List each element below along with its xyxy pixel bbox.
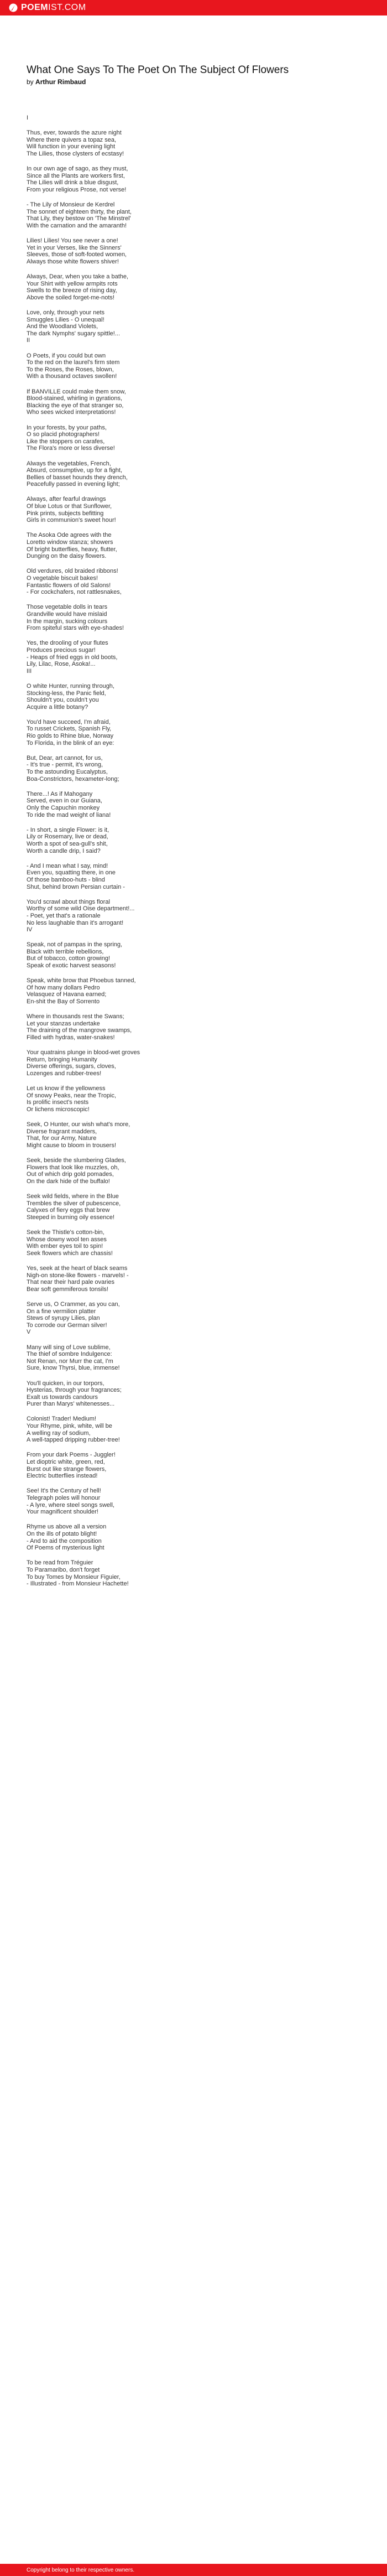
poem-line: - It's true - permit, it's wrong, [27, 761, 103, 769]
poem-line: Serve us, O Crammer, as you can, [27, 1300, 120, 1308]
poem-line: Colonist! Trader! Medium! [27, 1416, 96, 1423]
stanza [27, 1049, 358, 1077]
poem-line: O vegetable biscuit bakes! [27, 575, 98, 582]
poem-line: - For cockchafers, not rattlesnakes, [27, 589, 122, 596]
poem-line: To Florida, in the blink of an eye: [27, 739, 114, 747]
poem-line: You'd scrawl about things floral [27, 898, 110, 905]
stanza [27, 977, 358, 1005]
poem-line: Only the Capuchin monkey [27, 805, 100, 811]
poem-line: There...! As if Mahogany [27, 790, 93, 797]
poem-line: Always the vegetables, French, [27, 460, 111, 467]
poem-line: Boa-Constrictors, hexameter-long; [27, 775, 119, 782]
poem-line: - And I mean what I say, mind! [27, 862, 108, 869]
poem-title: What One Says To The Poet On The Subject Of Flowers [27, 64, 289, 76]
stanza [27, 1452, 358, 1479]
poem-line: Worthy of some wild Oise department!... [27, 905, 135, 913]
stanza [27, 604, 358, 631]
poem-line: Burst out like strange flowers, [27, 1465, 107, 1473]
poem-line: - Heaps of fried eggs in old boots, [27, 654, 118, 661]
poem-line: The Asoka Ode agrees with the [27, 532, 112, 539]
poem-line: - In short, a single Flower: is it, [27, 826, 109, 833]
poem-line: Of those bamboo-huts - blind [27, 876, 105, 883]
poem-line: Worth a candle drip, I said? [27, 847, 101, 854]
poem-line: Peacefully passed in evening light; [27, 481, 120, 488]
poem-line: Always, after fearful drawings [27, 496, 106, 503]
poem-line: And the Woodland Violets, [27, 323, 98, 330]
poem-line: Like the stoppers on carafes, [27, 438, 105, 445]
stanza [27, 1487, 358, 1515]
poem-line: But of tobacco, cotton growing! [27, 955, 111, 962]
poem-line: Let us know if the yellowness [27, 1085, 106, 1092]
poem-line: The sonnet of eighteen thirty, the plant, [27, 208, 132, 215]
poem-line: Steeped in burning oily essence! [27, 1214, 114, 1221]
poem-line: Pink prints, subjects befitting [27, 510, 104, 517]
poem-line: That Lily, they bestow on 'The Minstrel' [27, 215, 131, 222]
poem-line: Yet in your Verses, like the Sinners' [27, 244, 122, 251]
poem-line: Where there quivers a topaz sea, [27, 136, 117, 143]
poem-line: To buy Tomes by Monsieur Figuier, [27, 1573, 121, 1580]
stanza [27, 1301, 358, 1336]
poem-line: To russet Crickets, Spanish Fly, [27, 725, 112, 733]
author-link[interactable]: Arthur Rimbaud [35, 78, 86, 86]
poem-line: Those vegetable dolls in tears [27, 604, 108, 611]
poem-line: In your forests, by your paths, [27, 424, 107, 431]
poem-line: Speak of exotic harvest seasons! [27, 962, 116, 970]
poem-line: Lozenges and rubber-trees! [27, 1070, 102, 1077]
poem-line: Rhyme us above all a version [27, 1523, 107, 1531]
poem-line: Always, Dear, when you take a bathe, [27, 273, 129, 281]
stanza [27, 309, 358, 344]
stanza [27, 1416, 358, 1443]
poem-line: Calyxes of fiery eggs that brew [27, 1207, 110, 1214]
stanza [27, 899, 358, 934]
poem-line: Even you, squatting there, in one [27, 869, 116, 877]
poem-line: You'd have succeed, I'm afraid, [27, 718, 111, 725]
poem-line: Your Shirt with yellow armpits rots [27, 280, 118, 287]
poem-line: With a thousand octaves swollen! [27, 373, 117, 380]
poem-line: To the Roses, the Roses, blown, [27, 366, 114, 373]
poem-line: Many will sing of Love sublime, [27, 1344, 111, 1351]
poem-line: Sleeves, those of soft-footed women, [27, 251, 127, 258]
poem-line: Electric butterflies instead! [27, 1473, 98, 1480]
byline-prefix: by [27, 78, 34, 86]
stanza [27, 640, 358, 675]
stanza [27, 941, 358, 969]
poem-line: Seek flowers which are chassis! [27, 1250, 113, 1257]
poem-line: Stews of syrupy Lilies, plan [27, 1315, 100, 1322]
poem-line: - Illustrated - from Monsieur Hachette! [27, 1580, 129, 1588]
poem-line: Of how many dollars Pedro [27, 984, 100, 991]
poem-line: Worth a spot of sea-gull's shit, [27, 840, 108, 847]
poem-line: A welling ray of sodium, [27, 1429, 91, 1437]
poem-line: Seek, O Hunter, our wish what's more, [27, 1121, 130, 1128]
poem-line: That, for our Army, Nature [27, 1135, 97, 1142]
poem-line: A well-tapped dripping rubber-tree! [27, 1437, 120, 1444]
poem-line: The thief of sombre Indulgence: [27, 1351, 112, 1358]
poem-line: Return, bringing Humanity [27, 1056, 97, 1063]
poem-line: Of Poems of mysterious light [27, 1544, 104, 1552]
poem-line: Fantastic flowers of old Salons! [27, 582, 111, 589]
poem-line: - A lyre, where steel songs swell, [27, 1501, 114, 1509]
poem-line: O Poets, if you could but own [27, 352, 106, 359]
poem-line: O white Hunter, running through, [27, 682, 114, 690]
stanza [27, 1265, 358, 1293]
stanza [27, 353, 358, 380]
poem-line: Seek wild fields, where in the Blue [27, 1193, 119, 1200]
poem-line: Blacking the eye of that stranger so, [27, 402, 124, 409]
poem-line: - Poet, yet that's a rationale [27, 912, 101, 919]
poem-line: Yes, the drooling of your flutes [27, 640, 108, 647]
poem-line: With the carnation and the amaranth! [27, 222, 127, 229]
poem-line: From your religious Prose, not verse! [27, 186, 127, 193]
poem-line: Shouldn't you, couldn't you [27, 697, 99, 704]
stanza [27, 237, 358, 265]
poem-line: To be read from Tréguier [27, 1559, 93, 1567]
stanza [27, 388, 358, 416]
logo-sub: IST.COM [48, 3, 86, 12]
poem-line: Speak, not of pampas in the spring, [27, 941, 123, 948]
poem-line: The dark Nymphs' sugary spittle!... [27, 330, 120, 337]
poem-line: Diverse fragrant madders, [27, 1128, 97, 1135]
poem-line: Who sees wicked interpretations! [27, 409, 116, 416]
poem-line: Stocking-less, the Panic field, [27, 690, 106, 697]
stanza [27, 719, 358, 747]
quill-icon [9, 3, 18, 12]
poem-line: Out of which drip gold pomades, [27, 1171, 114, 1178]
stanza [27, 165, 358, 193]
poem-line: Your magnificent shoulder! [27, 1509, 98, 1516]
poem-line: Girls in communion's sweet hour! [27, 517, 116, 524]
poem-line: Exalt us towards candours [27, 1393, 98, 1401]
poem-line: Your Rhyme, pink, white, will be [27, 1423, 112, 1430]
poem-line: To corrode our German silver! [27, 1321, 107, 1329]
poem-line: Yes, seek at the heart of black seams [27, 1265, 128, 1272]
stanza [27, 460, 358, 488]
poem-line: Dunging on the daisy flowers. [27, 553, 107, 560]
poem-line: Hysterias, through your fragrances; [27, 1387, 122, 1394]
poem-line: Since all the Plants are workers first, [27, 172, 125, 179]
poem-line: You'll quicken, in our torpors, [27, 1380, 104, 1387]
copyright-text: Copyright belong to their respective owners. [27, 2567, 135, 2573]
poem-line: Lilies! Lilies! You see never a one! [27, 237, 118, 245]
stanza [27, 1380, 358, 1408]
poem-line: Shut, behind brown Persian curtain - [27, 883, 125, 890]
poem-line: Of bright butterflies, heavy, flutter, [27, 546, 117, 553]
poem-line: The Lilies, those clysters of ecstasy! [27, 150, 124, 157]
poem-line: Love, only, through your nets [27, 309, 105, 317]
poem-line: Blood-stained, whirling in gyrations, [27, 395, 123, 402]
stanza [27, 532, 358, 559]
poem-line: Of blue Lotus or that Sunflower, [27, 503, 112, 510]
poem-line: From your dark Poems - Juggler! [27, 1452, 116, 1459]
poem-line: With ember eyes toil to spin! [27, 1243, 103, 1250]
poem-line: IV [27, 926, 33, 934]
stanza [27, 273, 358, 301]
stanza [27, 1193, 358, 1221]
poem-line: En-shit the Bay of Sorrento [27, 998, 100, 1005]
poem-line: Bellies of basset hounds they drench, [27, 474, 128, 481]
stanza [27, 863, 358, 890]
poem-line: Acquire a little botany? [27, 703, 88, 711]
poem-line: From spiteful stars with eye-shades! [27, 625, 124, 632]
stanza [27, 683, 358, 711]
poem-body [27, 115, 358, 1588]
stanza [27, 201, 358, 229]
poem-line: On the ills of potato blight! [27, 1530, 97, 1537]
stanza [27, 791, 358, 818]
poem-line: Absurd, consumptive, up for a fight, [27, 467, 123, 474]
poem-line: Lily or Rosemary, live or dead, [27, 833, 108, 841]
poem-line: Lily, Lilac, Rose, Asoka!... [27, 661, 96, 668]
stanza [27, 129, 358, 157]
stanza [27, 115, 358, 122]
poem-line: Flowers that look like muzzles, oh, [27, 1164, 119, 1171]
stanza [27, 1157, 358, 1185]
poem-line: To ride the mad weight of liana! [27, 811, 111, 818]
poem-line: On a fine vermilion platter [27, 1308, 96, 1315]
byline [27, 78, 358, 86]
poem-line: The Lilies will drink a blue disgust, [27, 179, 119, 186]
poem-line: I [27, 115, 29, 121]
poem-line: Let dioptric white, green, red, [27, 1459, 105, 1466]
poem-line: Seek, beside the slumbering Glades, [27, 1157, 126, 1164]
stanza [27, 1013, 358, 1041]
poem-line: Grandville would have mislaid [27, 610, 107, 618]
poem-line: Nigh-on stone-like flowers - marvels! - [27, 1272, 129, 1279]
poem-line: Whose downy wool ten asses [27, 1236, 107, 1243]
poem-line: Telegraph poles will honour [27, 1495, 101, 1501]
poem-line: On the dark hide of the buffalo! [27, 1178, 110, 1185]
poem-line: Will function in your evening light [27, 143, 116, 151]
poem-line: II [27, 337, 30, 344]
poem-line: If BANVILLE could make them snow, [27, 388, 126, 395]
poem-line: That near their hard pale ovaries [27, 1279, 114, 1286]
poem-content [27, 64, 358, 1595]
site-logo[interactable] [9, 0, 86, 15]
poem-line: Thus, ever, towards the azure night [27, 129, 122, 137]
logo-text [21, 3, 86, 13]
poem-line: See! It's the Century of hell! [27, 1487, 101, 1495]
poem-line: Black with terrible rebellions, [27, 948, 104, 955]
stanza [27, 1523, 358, 1551]
poem-line: Sure, know Thyrsi, blue, immense! [27, 1365, 120, 1372]
poem-line: Might cause to bloom in trousers! [27, 1142, 117, 1149]
poem-line: To the red on the laurel's firm stem [27, 359, 120, 366]
poem-line: Rio golds to Rhine blue, Norway [27, 733, 114, 740]
poem-line: - The Lily of Monsieur de Kerdrel [27, 201, 115, 209]
stanza [27, 1229, 358, 1257]
poem-line: The Flora's more or less diverse! [27, 445, 115, 452]
poem-line: Your quatrains plunge in blood-wet groves [27, 1049, 140, 1056]
poem-line: Purer than Marys' whitenesses... [27, 1401, 115, 1408]
poem-line: Produces precious sugar! [27, 646, 96, 654]
poem-line: In our own age of sago, as they must, [27, 165, 128, 173]
poem-line: Filled with hydras, water-snakes! [27, 1034, 115, 1041]
poem-line: To Paramaribo, don't forget [27, 1566, 100, 1573]
stanza [27, 755, 358, 782]
poem-line: Smuggles Lilies - O unequal! [27, 316, 104, 323]
poem-line: Of snowy Peaks, near the Tropic, [27, 1092, 117, 1099]
stanza [27, 1121, 358, 1149]
poem-line: Let your stanzas undertake [27, 1020, 100, 1027]
poem-line: - And to aid the composition [27, 1537, 102, 1544]
poem-line: Swells to the breeze of rising day, [27, 287, 117, 294]
stanza [27, 827, 358, 854]
poem-line: Speak, white brow that Phoebus tanned, [27, 977, 136, 984]
poem-line: Velasquez of Havana earned; [27, 991, 107, 998]
poem-line: Old verdures, old braided ribbons! [27, 568, 118, 575]
poem-line: Or lichens microscopic! [27, 1106, 90, 1113]
stanza [27, 424, 358, 452]
stanza [27, 568, 358, 595]
poem-line: No less laughable than it's arrogant! [27, 919, 124, 926]
poem-line: Seek the Thistle's cotton-bin, [27, 1229, 104, 1236]
poem-line: V [27, 1329, 31, 1336]
poem-line: Where in thousands rest the Swans; [27, 1013, 124, 1020]
top-bar [0, 0, 387, 15]
poem-line: Diverse offerings, sugars, cloves, [27, 1063, 116, 1070]
stanza [27, 1085, 358, 1113]
poem-line: Trembles the silver of pubescence, [27, 1200, 121, 1207]
logo-main: POEM [21, 3, 49, 12]
poem-line: Is prolific insect's nests [27, 1099, 89, 1106]
poem-line: O so placid photographers! [27, 431, 100, 438]
poem-line: To the astounding Eucalyptus, [27, 769, 108, 776]
poem-line: Above the soiled forget-me-nots! [27, 294, 114, 301]
poem-line: The draining of the mangrove swamps, [27, 1027, 132, 1034]
poem-line: Not Renan, nor Murr the cat, I'm [27, 1357, 113, 1365]
footer-bar [0, 2564, 387, 2576]
stanza [27, 1344, 358, 1372]
stanza [27, 1559, 358, 1587]
poem-line: But, Dear, art cannot, for us, [27, 754, 103, 761]
poem-line: III [27, 667, 32, 675]
poem-line: Served, even in our Guiana, [27, 797, 102, 805]
poem-line: In the margin, sucking colours [27, 618, 108, 625]
poem-line: Always those white flowers shiver! [27, 258, 119, 265]
stanza [27, 496, 358, 524]
poem-line: Loretto window stanza; showers [27, 539, 113, 546]
poem-line: Bear soft gemmiferous tonsils! [27, 1286, 108, 1293]
